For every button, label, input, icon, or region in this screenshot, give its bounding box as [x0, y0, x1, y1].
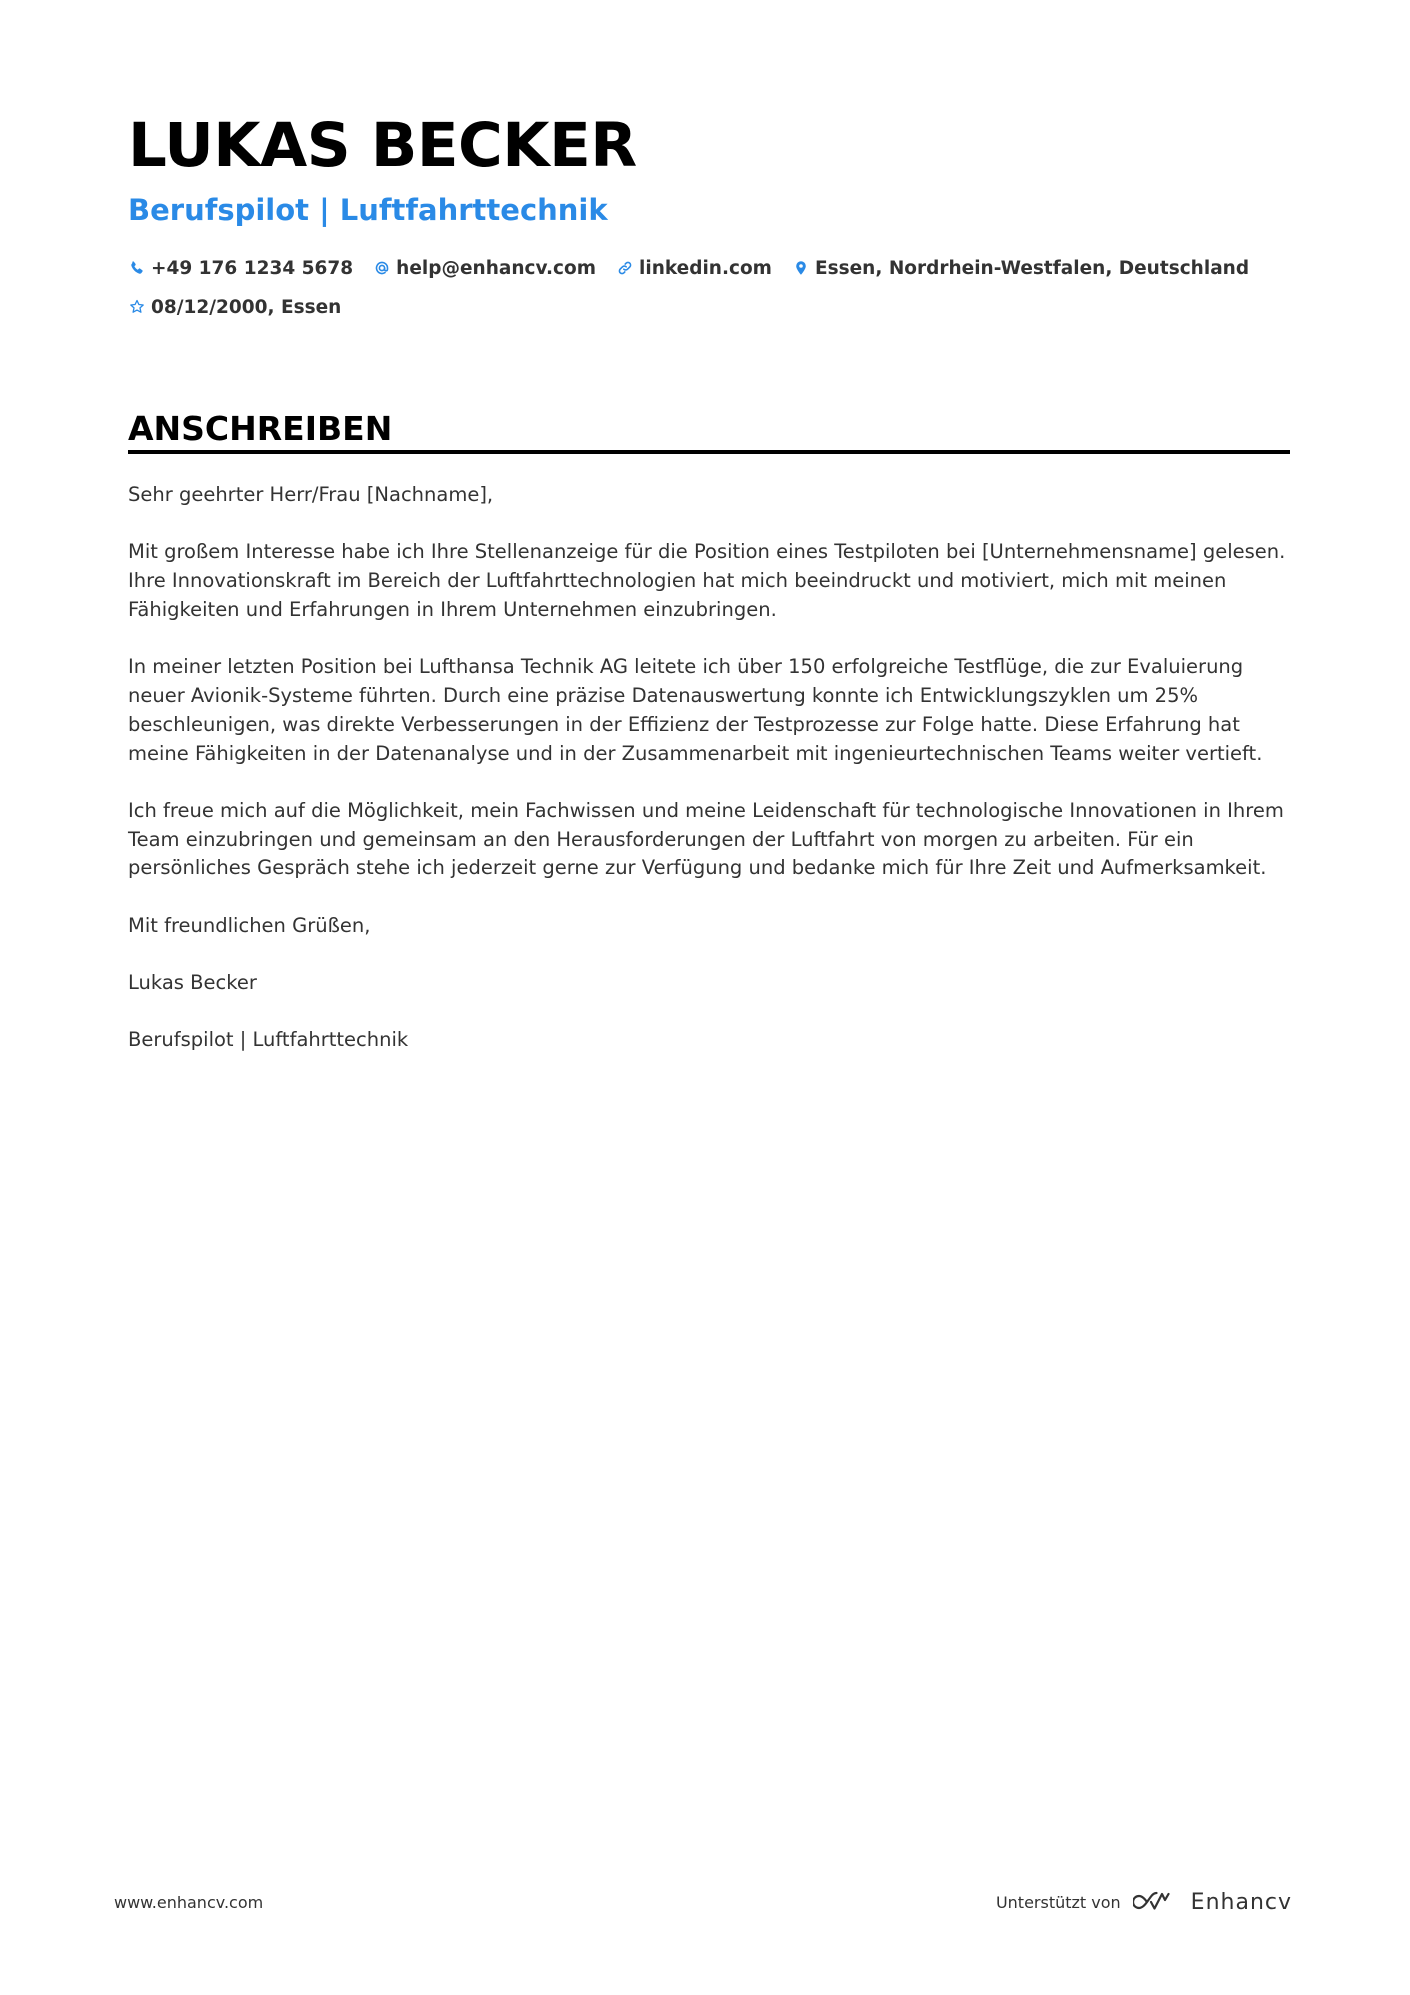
enhancv-logo-icon	[1133, 1889, 1179, 1915]
at-icon	[373, 259, 391, 277]
letter-closing: Mit freundlichen Grüßen,	[128, 913, 371, 937]
section-divider	[128, 450, 1290, 454]
map-pin-icon	[792, 259, 810, 277]
contact-phone[interactable]	[128, 258, 353, 279]
powered-by-label: Unterstützt von	[995, 1892, 1121, 1912]
letter-paragraph-3: Ich freue mich auf die Möglichkeit, mein Fachwissen und meine Leidenschaft für technologische Innovationen in Ihrem Team einzubringen und gemeinsam an den Herausforderungen der Luftfahrt von morgen zu arbeiten. Für ein persönliches Gespräch stehe ich jederzeit gerne zur Verfügung und bedanke mich für Ihre Zeit und Aufmerksamkeit.	[128, 798, 1284, 880]
contact-email-text: help@enhancv.com	[396, 257, 597, 279]
candidate-title: Berufspilot | Luftfahrttechnik	[128, 193, 608, 227]
contact-linkedin-text: linkedin.com	[639, 257, 772, 279]
brand-name: Enhancv	[1190, 1889, 1292, 1915]
footer-powered-by[interactable]	[996, 1880, 1292, 1924]
contact-phone-text: +49 176 1234 5678	[151, 257, 354, 279]
contact-row-primary	[128, 252, 1290, 284]
footer-website[interactable]: www.enhancv.com	[114, 1893, 264, 1912]
candidate-name: LUKAS BECKER	[128, 110, 637, 181]
contact-row-secondary	[128, 291, 1290, 323]
contact-location-text: Essen, Nordrhein-Westfalen, Deutschland	[814, 257, 1250, 279]
contact-info	[128, 252, 1290, 330]
letter-salutation: Sehr geehrter Herr/Frau [Nachname],	[128, 483, 494, 506]
contact-birth	[128, 297, 341, 318]
link-icon	[616, 259, 634, 277]
section-title: ANSCHREIBEN	[128, 409, 393, 448]
contact-location	[792, 258, 1249, 279]
letter-signature-title: Berufspilot | Luftfahrttechnik	[128, 1028, 409, 1052]
contact-linkedin[interactable]	[616, 258, 772, 279]
contact-email[interactable]	[373, 258, 596, 279]
star-icon	[128, 298, 146, 316]
contact-birth-text: 08/12/2000, Essen	[151, 296, 342, 318]
phone-icon	[128, 259, 146, 277]
letter-signature-name: Lukas Becker	[128, 971, 257, 995]
letter-body	[128, 481, 1290, 1084]
letter-paragraph-2: In meiner letzten Position bei Lufthansa Technik AG leitete ich über 150 erfolgreiche Testflüge, die zur Evaluierung neuer Avionik-Systeme führten. Durch eine präzise Datenauswertung konnte ich Entwicklungszyklen um 25% beschleunigen, was direkte Verbesserungen in der Effizienz der Testprozesse zur Folge hatte. Diese Erfahrung hat meine Fähigkeiten in der Datenanalyse und in der Zusammenarbeit mit ingenieurtechnischen Teams weiter vertieft.	[128, 655, 1263, 765]
letter-paragraph-1: Mit großem Interesse habe ich Ihre Stellenanzeige für die Position eines Testpiloten bei [Unternehmensname] gelesen. Ihre Innovationskraft im Bereich der Luftfahrttechnologien hat mich beeindruckt und motiviert, mich mit meinen Fähigkeiten und Erfahrungen in Ihrem Unternehmen einzubringen.	[128, 540, 1286, 621]
